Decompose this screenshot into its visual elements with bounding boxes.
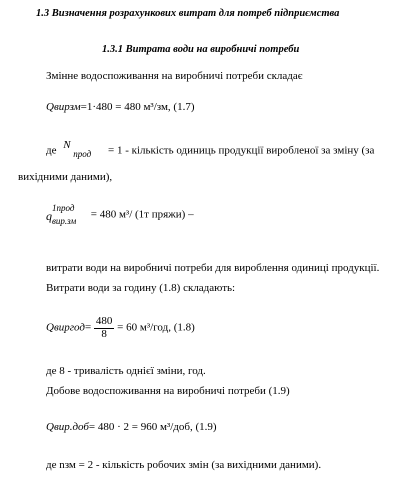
eq1-rhs: =1·480 = 480 м³/зм, (1.7) (80, 101, 195, 113)
equation-1-9 (46, 421, 217, 433)
eq4-lhs: Qвир.доб (46, 421, 89, 433)
paragraph-shift-duration: де 8 - тривалість однієї зміни, год. (46, 365, 206, 377)
eq4-rhs: = 480 · 2 = 960 м³/доб, (1.9) (88, 421, 217, 433)
section-title: 1.3 Визначення розрахункових витрат для потреб підприємства (36, 8, 340, 19)
p2-text: = 1 - кількість одиниць продукції виробленої за зміну (за (107, 144, 375, 157)
paragraph-n-prod-cont: вихідними даними), (18, 171, 113, 183)
eq2-rhs: = 480 м³/ (1т пряжи) – (90, 208, 194, 221)
eq3-lhs: Qвиргод (46, 321, 85, 334)
paragraph-unit-consumption: витрати води на виробничі потреби для вироблення одиниці продукції. (46, 262, 380, 274)
eq3-rhs: = 60 м³/год, (1.8) (117, 321, 195, 334)
paragraph-daily-intro: Добове водоспоживання на виробничі потреби (1.9) (46, 385, 290, 397)
equation-q-prod (46, 203, 194, 227)
eq3-eq: = (84, 321, 92, 334)
paragraph-shift-consumption: Змінне водоспоживання на виробничі потреби складає (46, 70, 303, 82)
paragraph-n-prod (46, 140, 374, 162)
equation-1-7 (46, 101, 195, 113)
paragraph-hourly-intro: Витрати води за годину (1.8) складають: (46, 282, 236, 294)
n-prod-symbol: N прод (63, 139, 92, 159)
paragraph-shift-count: де nзм = 2 - кількість робочих змін (за вихідними даними). (46, 459, 322, 471)
q-prod-symbol: 1прод q вир.зм (46, 203, 77, 226)
equation-1-8 (46, 316, 195, 340)
eq3-fraction: $\frac{480}{8}$ (95, 315, 113, 340)
p2-prefix: де (46, 144, 57, 157)
subsection-title: 1.3.1 Витрата води на виробничі потреби (102, 44, 300, 55)
eq1-lhs: Qвирзм (46, 101, 81, 113)
